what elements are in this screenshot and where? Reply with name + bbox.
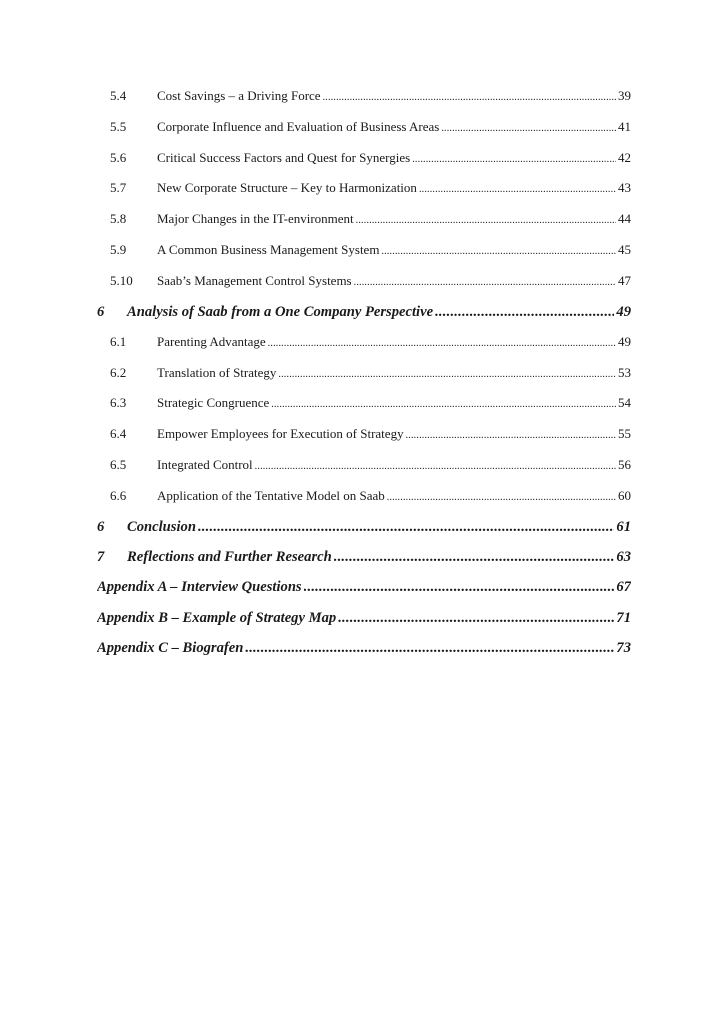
toc-entry-5-6[interactable] [97,150,631,181]
toc-entry-title: Strategic Congruence [157,395,270,411]
toc-dot-leader [334,549,615,566]
toc-entry-page: 47 [618,272,631,288]
toc-dot-leader [268,334,616,350]
toc-entry-number: 5.7 [110,180,127,196]
toc-entry-number: 6.6 [110,487,127,503]
toc-entry-5-9[interactable] [97,242,631,273]
toc-entry-page: 49 [618,333,631,349]
toc-chapter-page: 71 [616,609,631,626]
toc-entry-5-4[interactable] [97,88,631,119]
toc-chapter-page: 49 [616,303,631,320]
toc-entry-number: 6.2 [110,364,127,380]
toc-chapter-number: 6 [97,303,105,320]
toc-dot-leader [271,395,616,411]
toc-chapter-title: Reflections and Further Research [127,548,332,565]
toc-chapter-title: Appendix C – Biografen [97,639,244,656]
toc-dot-leader [323,88,616,104]
toc-entry-title: Critical Success Factors and Quest for Synergies [157,149,411,165]
toc-entry-5-10[interactable] [97,273,631,304]
toc-chapter-title: Conclusion [127,518,196,535]
toc-entry-number: 6.1 [110,333,127,349]
toc-appendix-a[interactable] [97,579,631,609]
toc-entry-page: 41 [618,118,631,134]
toc-chapter-page: 73 [616,639,631,656]
table-of-contents [97,88,631,670]
toc-entry-page: 42 [618,149,631,165]
toc-entry-title: Integrated Control [157,457,253,473]
toc-entry-page: 54 [618,395,631,411]
toc-chapter-page: 63 [616,548,631,565]
toc-entry-number: 5.8 [110,211,127,227]
toc-entry-page: 53 [618,364,631,380]
toc-entry-page: 39 [618,88,631,103]
toc-entry-title: Corporate Influence and Evaluation of Business Areas [157,118,440,134]
toc-dot-leader [354,273,616,289]
toc-dot-leader [338,610,614,627]
toc-dot-leader [255,457,616,473]
toc-dot-leader [278,365,616,381]
toc-entry-title: Parenting Advantage [157,333,266,349]
toc-dot-leader [441,119,616,135]
toc-entry-number: 6.5 [110,457,127,473]
toc-dot-leader [381,242,616,258]
toc-entry-title: Cost Savings – a Driving Force [157,88,321,103]
toc-dot-leader [412,150,616,166]
toc-entry-title: A Common Business Management System [157,241,380,257]
toc-dot-leader [435,304,614,321]
toc-entry-6-5[interactable] [97,457,631,488]
toc-appendix-b[interactable] [97,610,631,640]
toc-dot-leader [245,640,614,657]
toc-entry-page: 55 [618,426,631,442]
toc-entry-title: Major Changes in the IT-environment [157,211,354,227]
toc-entry-number: 5.4 [110,88,127,103]
toc-chapter-7-reflections[interactable] [97,549,631,579]
toc-entry-number: 6.4 [110,426,127,442]
toc-entry-6-4[interactable] [97,426,631,457]
toc-chapter-title: Analysis of Saab from a One Company Perspective [127,303,434,320]
toc-entry-page: 45 [618,241,631,257]
toc-entry-6-6[interactable] [97,488,631,519]
toc-entry-page: 60 [618,487,631,503]
toc-entry-6-3[interactable] [97,395,631,426]
toc-chapter-title: Appendix A – Interview Questions [97,579,302,596]
toc-entry-number: 5.10 [110,272,133,288]
toc-chapter-number: 6 [97,518,105,535]
toc-dot-leader [198,519,614,536]
toc-entry-title: New Corporate Structure – Key to Harmonization [157,180,417,196]
toc-entry-5-8[interactable] [97,211,631,242]
toc-chapter-number: 7 [97,548,105,565]
toc-entry-number: 5.5 [110,118,127,134]
toc-entry-6-2[interactable] [97,365,631,396]
toc-entry-title: Empower Employees for Execution of Strategy [157,426,404,442]
toc-entry-number: 6.3 [110,395,127,411]
toc-appendix-c[interactable] [97,640,631,670]
toc-entry-title: Translation of Strategy [157,364,277,380]
toc-entry-page: 43 [618,180,631,196]
toc-entry-6-1[interactable] [97,334,631,365]
toc-chapter-page: 61 [616,518,631,535]
toc-chapter-page: 67 [616,579,631,596]
toc-chapter-6-analysis[interactable] [97,304,631,334]
toc-entry-page: 44 [618,211,631,227]
toc-entry-number: 5.6 [110,149,127,165]
toc-entry-title: Application of the Tentative Model on Saab [157,487,385,503]
toc-entry-5-7[interactable] [97,180,631,211]
toc-dot-leader [387,488,616,504]
toc-dot-leader [406,426,616,442]
toc-entry-5-5[interactable] [97,119,631,150]
toc-chapter-title: Appendix B – Example of Strategy Map [97,609,337,626]
toc-entry-number: 5.9 [110,241,127,257]
toc-entry-title: Saab’s Management Control Systems [157,272,352,288]
toc-dot-leader [356,211,616,227]
toc-dot-leader [304,579,615,596]
toc-chapter-6-conclusion[interactable] [97,519,631,549]
toc-entry-page: 56 [618,457,631,473]
toc-dot-leader [419,180,616,196]
